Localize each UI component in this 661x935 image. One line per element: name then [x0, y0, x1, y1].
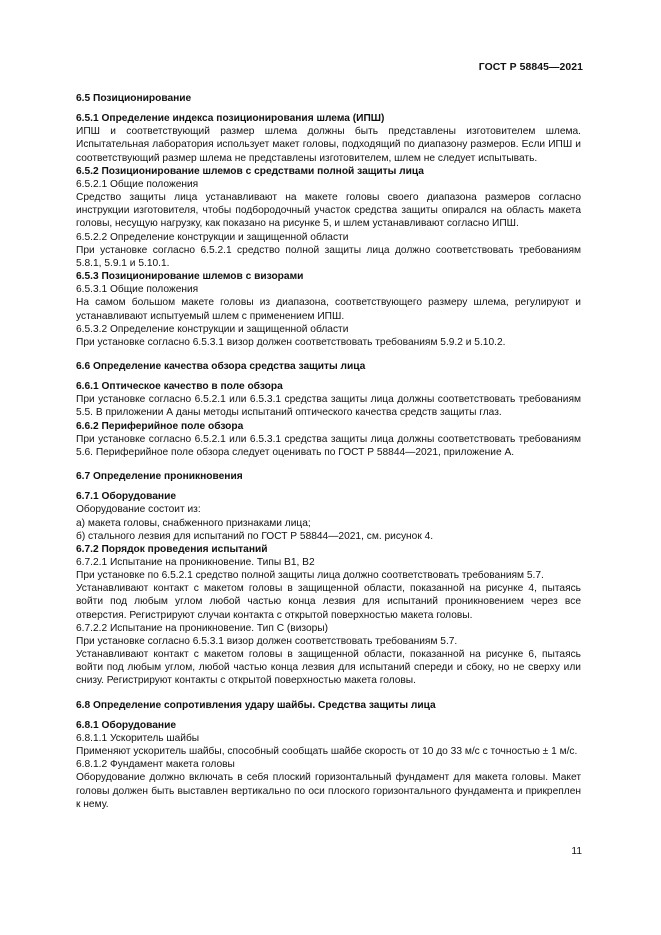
clause-title: 6.8.1.1 Ускоритель шайбы [76, 732, 200, 744]
paragraph: При установке согласно 6.5.3.1 визор должен соответствовать требованиям 5.7. [76, 635, 458, 647]
section-heading: 6.8 Определение сопротивления удару шайбы. Средства защиты лица [76, 699, 436, 711]
subsection-heading: 6.7.2 Порядок проведения испытаний [76, 543, 268, 555]
clause-title: 6.7.2.1 Испытание на проникновение. Типы В1, В2 [76, 557, 315, 568]
paragraph: При установке согласно 6.5.3.1 визор должен соответствовать требованиям 5.9.2 и 5.10.2. [76, 336, 506, 348]
paragraph: При установке согласно 6.5.2.1 или 6.5.3.1 средства защиты лица должны соответствовать требованиям 5.5. В приложении А даны методы испытаний оптического качества средств защиты глаз. [76, 394, 581, 419]
paragraph: При установке по 6.5.2.1 средство полной защиты лица должно соответствовать требованиям 5.7. [76, 570, 544, 582]
list-item: а) макета головы, снабженного признаками лица; [76, 517, 311, 529]
document-body [76, 92, 581, 811]
clause-title: 6.5.2.1 Общие положения [76, 178, 199, 190]
paragraph: Устанавливают контакт с макетом головы в защищенной области, показанной на рисунке 6, пытаясь войти под любым углом, любой частью конца лезвия для испытаний спереди и сбоку, но не сверху или снизу. Регистрируют контакты с открытой поверхностью макета головы. [76, 649, 581, 687]
clause-title: 6.5.2.2 Определение конструкции и защищенной области [76, 231, 349, 243]
subsection-heading: 6.5.1 Определение индекса позиционирования шлема (ИПШ) [76, 113, 385, 125]
paragraph: При установке согласно 6.5.2.1 средство полной защиты лица должно соответствовать требованиям 5.8.1, 5.9.1 и 5.10.1. [76, 244, 581, 269]
subsection-heading: 6.6.1 Оптическое качество в поле обзора [76, 381, 283, 393]
paragraph: ИПШ и соответствующий размер шлема должны быть представлены изготовителем шлема. Испытательная лаборатория использует макет головы, подходящий по диапазону размеров. Если ИПШ и соответствующий размер шлема не представлены изготовителем, шлем не следует испытывать. [76, 126, 581, 164]
paragraph: Средство защиты лица устанавливают на макете головы своего диапазона размеров согласно инструкции изготовителя, чтобы подбородочный участок средства защиты опирался на область макета головы, несущую нагрузку, как показано на рисунке 5, и шлем устанавливают согласно ИПШ. [76, 192, 581, 230]
subsection-heading: 6.7.1 Оборудование [76, 491, 176, 503]
subsection-heading: 6.8.1 Оборудование [76, 719, 176, 731]
section-heading: 6.7 Определение проникновения [76, 471, 243, 483]
section-heading: 6.5 Позиционирование [76, 93, 192, 104]
page-number: 11 [571, 846, 582, 857]
paragraph: При установке согласно 6.5.2.1 или 6.5.3.1 средства защиты лица должны соответствовать требованиям 5.6. Периферийное поле обзора следует оценивать по ГОСТ Р 58844—2021, приложение А. [76, 433, 581, 458]
subsection-heading: 6.5.2 Позиционирование шлемов с средствами полной защиты лица [76, 165, 424, 177]
paragraph: Устанавливают контакт с макетом головы в защищенной области, показанной на рисунке 4, пытаясь войти под любым углом любой частью конца лезвия для испытаний проникновением через все отверстия. Регистрируют случаи контакта с открытой поверхностью макета головы. [76, 583, 581, 621]
paragraph: Оборудование состоит из: [76, 504, 201, 516]
paragraph: Применяют ускоритель шайбы, способный сообщать шайбе скорость от 10 до 33 м/с с точностью ± 1 м/с. [76, 746, 578, 758]
standard-header: ГОСТ Р 58845—2021 [478, 62, 583, 73]
subsection-heading: 6.6.2 Периферийное поле обзора [76, 420, 244, 432]
subsection-heading: 6.5.3 Позиционирование шлемов с визорами [76, 271, 304, 283]
paragraph: На самом большом макете головы из диапазона, соответствующего размеру шлема, регулируют и устанавливают испытуемый шлем с применением ИПШ. [76, 297, 581, 322]
clause-title: 6.5.3.2 Определение конструкции и защищенной области [76, 323, 349, 335]
clause-title: 6.5.3.1 Общие положения [76, 284, 199, 296]
paragraph: Оборудование должно включать в себя плоский горизонтальный фундамент для макета головы. Макет головы должен быть выставлен вертикально по оси плоского горизонтального фундамента и прикреплен к нему. [76, 772, 581, 810]
list-item: б) стального лезвия для испытаний по ГОСТ Р 58844—2021, см. рисунок 4. [76, 530, 434, 542]
section-heading: 6.6 Определение качества обзора средства защиты лица [76, 360, 366, 372]
clause-title: 6.7.2.2 Испытание на проникновение. Тип С (визоры) [76, 622, 329, 634]
clause-title: 6.8.1.2 Фундамент макета головы [76, 759, 235, 771]
